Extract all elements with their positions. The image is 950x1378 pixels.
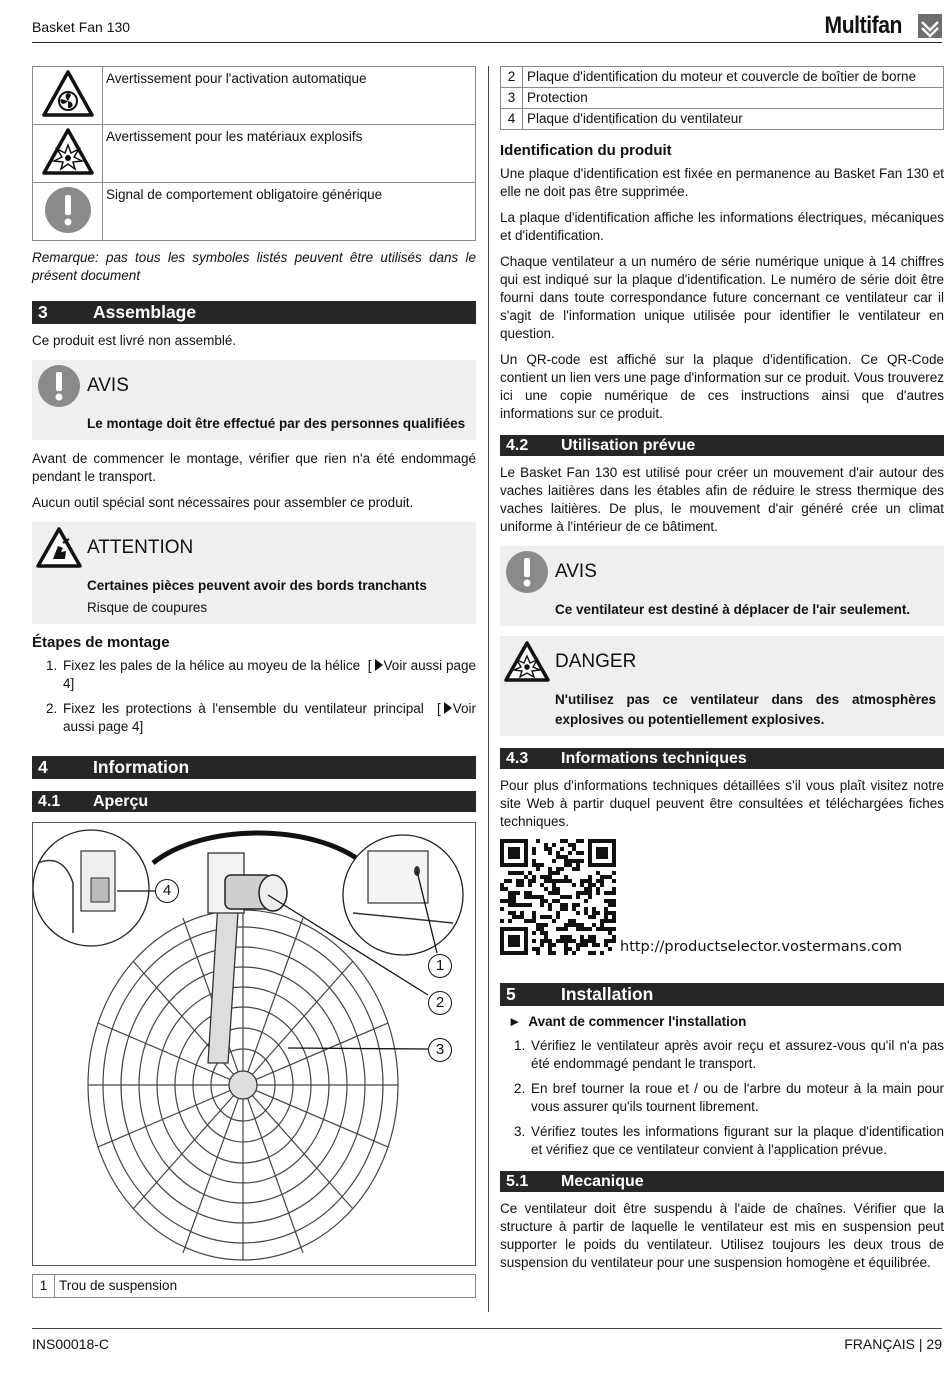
identification-heading: Identification du produit xyxy=(500,142,672,159)
mandatory-action-icon xyxy=(36,364,83,408)
symbols-note: Remarque: pas tous les symboles listés peuvent être utilisés dans le présent document xyxy=(32,250,476,283)
explosive-warning-icon xyxy=(504,640,551,684)
page-link[interactable]: Voir aussi page 4] xyxy=(63,701,476,734)
identification-paragraph: La plaque d'identification affiche les informations électriques, mécaniques et d'identification. xyxy=(500,210,944,243)
symbol-description: Signal de comportement obligatoire générique xyxy=(103,183,476,241)
list-item: 1. Vérifiez le ventilateur après avoir reçu et assurez-vous qu'il n'a pas été endommagé pendant le transport. xyxy=(529,1037,944,1073)
right-column xyxy=(500,66,944,1280)
notice-title: DANGER xyxy=(555,651,637,672)
table-row xyxy=(33,125,476,183)
table-row: 1 Trou de suspension xyxy=(33,1275,476,1298)
callout-4: 4 xyxy=(155,879,179,903)
section-heading-4-2: 4.2 Utilisation prévue xyxy=(500,435,944,456)
explosive-warning-icon xyxy=(41,127,95,177)
assembly-intro: Ce produit est livré non assemblé. xyxy=(32,333,237,348)
brand-chevron-icon xyxy=(918,14,942,38)
table-row xyxy=(33,67,476,125)
sharp-edges-warning-icon xyxy=(36,526,83,570)
mandatory-action-icon xyxy=(43,185,93,235)
list-item: 2. Fixez les protections à l'ensemble du ventilateur principal [ Voir aussi page 4] xyxy=(61,700,476,736)
footer-rule xyxy=(32,1328,942,1329)
notice-title: AVIS xyxy=(87,375,129,396)
section-heading-5-1: 5.1 Mecanique xyxy=(500,1171,944,1192)
header-doc-title: Basket Fan 130 xyxy=(32,19,131,35)
callout-3: 3 xyxy=(428,1038,452,1062)
notice-danger xyxy=(500,636,944,736)
section-heading-5: 5 Installation xyxy=(500,983,944,1006)
identification-paragraph: Un QR-code est affiché sur la plaque d'identification. Ce QR-Code contient un lien vers une page d'information sur ce produit. Vous trouverez ici une copie numérique de ces instructions ainsi que d'autres informations sur ce produit. xyxy=(500,352,944,421)
callout-2: 2 xyxy=(428,991,452,1015)
fan-illustration xyxy=(33,823,475,1265)
link-arrow-icon xyxy=(444,702,452,714)
section-heading-4: 4 Information xyxy=(32,756,476,779)
table-row: 3 Protection xyxy=(501,88,944,109)
rotating-fan-warning-icon xyxy=(41,69,95,119)
fan-overview-figure xyxy=(32,822,476,1266)
column-divider xyxy=(488,66,489,1312)
symbol-description: Avertissement pour l'activation automatique xyxy=(103,67,476,125)
notice-body: Certaines pièces peuvent avoir des bords tranchants xyxy=(87,578,427,593)
notice-title: AVIS xyxy=(555,561,597,582)
identification-paragraph: Chaque ventilateur a un numéro de série numérique unique à 14 chiffres qui est indiqué sur la plaque d'identification. Le numéro de série doit être fourni dans toute correspondance future concernant ce ventilateur car il s'agit de l'information unique utilisée pour identifier le ventilateur en question. xyxy=(500,254,944,341)
header-rule xyxy=(32,42,942,43)
identification-paragraph: Une plaque d'identification est fixée en permanence au Basket Fan 130 et elle ne doit pas être supprimée. xyxy=(500,166,944,199)
list-item: 2. En bref tourner la roue et / ou de l'arbre du moteur à la main pour vous assurer qu'ils tournent librement. xyxy=(529,1080,944,1116)
triangle-bullet-icon: ► xyxy=(508,1014,522,1029)
notice-body: Ce ventilateur est destiné à déplacer de l'air seulement. xyxy=(555,602,911,617)
brand-logo: Multifan xyxy=(824,12,902,39)
list-item: 1. Fixez les pales de la hélice au moyeu de la hélice [ Voir aussi page 4] xyxy=(61,657,476,693)
installation-steps xyxy=(529,1037,944,1159)
notice-body: Le montage doit être effectué par des personnes qualifiées xyxy=(87,416,466,431)
assembly-paragraph: Avant de commencer le montage, vérifier que rien n'a été endommagé pendant le transport. xyxy=(32,451,476,484)
link-arrow-icon xyxy=(375,659,383,671)
section-heading-3: 3 Assemblage xyxy=(32,301,476,324)
assembly-steps xyxy=(61,657,476,736)
list-item: 3. Vérifiez toutes les informations figurant sur la plaque d'identification et vérifiez que ce ventilateur convient à l'application prévue. xyxy=(529,1123,944,1159)
notice-avis xyxy=(500,546,944,626)
notice-title: ATTENTION xyxy=(87,537,194,558)
prerequisite: ► Avant de commencer l'installation xyxy=(508,1014,747,1029)
notice-body-secondary: Risque de coupures xyxy=(87,600,208,615)
notice-attention xyxy=(32,522,476,624)
legend-table-part2 xyxy=(500,66,944,130)
notice-body: N'utilisez pas ce ventilateur dans des atmosphères explosives ou potentiellement explosives. xyxy=(555,692,936,727)
assembly-paragraph: Aucun outil spécial sont nécessaires pour assembler ce produit. xyxy=(32,495,414,510)
notice-avis xyxy=(32,360,476,440)
section-heading-4-1: 4.1 Aperçu xyxy=(32,791,476,812)
qr-code-icon[interactable] xyxy=(500,839,616,955)
symbol-description: Avertissement pour les matériaux explosifs xyxy=(103,125,476,183)
mechanical-paragraph: Ce ventilateur doit être suspendu à l'aide de chaînes. Vérifier que la structure à partir de laquelle le ventilateur est mis en suspension peut supporter le poids du ventilateur. Utilisez toujours les deux trous de suspension du ventilateur pour une suspension homogène et équilibrée. xyxy=(500,1201,944,1270)
product-selector-link[interactable]: http://productselector.vostermans.com xyxy=(620,939,903,955)
page-link[interactable]: Voir aussi page 4] xyxy=(63,658,477,691)
technical-info-paragraph: Pour plus d'informations techniques détaillées s'il vous plaît visitez notre site Web à partir duquel peuvent être consultées et téléchargées fiches techniques. xyxy=(500,778,944,829)
legend-table-part1 xyxy=(32,1274,476,1298)
table-row: 4 Plaque d'identification du ventilateur xyxy=(501,109,944,130)
qr-block xyxy=(500,839,944,955)
section-heading-4-3: 4.3 Informations techniques xyxy=(500,748,944,769)
table-row xyxy=(33,183,476,241)
footer-doc-code: INS00018-C xyxy=(32,1336,110,1352)
callout-1: 1 xyxy=(428,954,452,978)
intended-use-paragraph: Le Basket Fan 130 est utilisé pour créer un mouvement d'air autour des vaches laitières dans les étables afin de réduire le stress thermique des vaches laitières. De plus, le mouvement d'air généré crée un climat uniforme à l'intérieur de ce bâtiment. xyxy=(500,465,944,534)
mandatory-action-icon xyxy=(504,550,551,594)
table-row: 2 Plaque d'identification du moteur et couvercle de boîtier de borne xyxy=(501,67,944,88)
symbol-table xyxy=(32,66,476,241)
footer-page-label: FRANÇAIS | 29 xyxy=(844,1336,942,1352)
left-column xyxy=(32,66,476,1298)
steps-heading: Étapes de montage xyxy=(32,634,170,651)
